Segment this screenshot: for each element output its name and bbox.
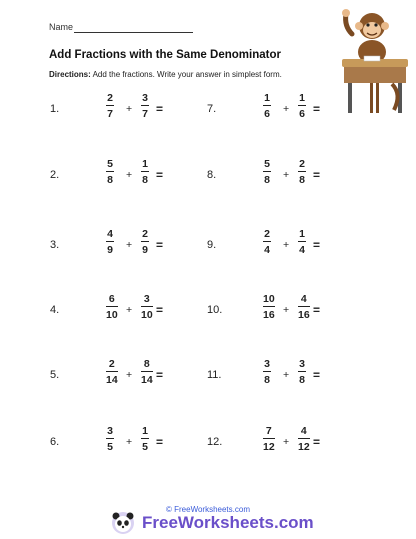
plus-sign: + [126,304,133,316]
plus-sign: + [283,436,290,448]
fraction [141,228,149,256]
plus-sign: + [126,169,133,181]
problem-number: 2. [50,169,60,181]
fraction-bar [141,241,149,242]
fraction-bar [298,306,310,307]
numerator: 4 [300,293,307,305]
numerator: 1 [142,425,148,437]
fraction-bar [106,438,114,439]
fraction [106,228,114,256]
fraction [298,358,306,386]
numerator: 3 [143,293,150,305]
denominator: 16 [263,309,275,321]
denominator: 5 [107,441,113,453]
denominator: 14 [106,374,118,386]
numerator: 5 [107,158,113,170]
fraction [106,92,114,120]
numerator: 7 [265,425,272,437]
fraction-bar [263,306,275,307]
problem-8 [207,158,347,198]
fraction-bar [106,371,118,372]
fraction [106,158,114,186]
fraction-bar [263,371,271,372]
numerator: 4 [300,425,307,437]
fraction [263,92,271,120]
plus-sign: + [126,103,133,115]
equals-sign: = [156,435,164,449]
fraction [298,293,310,321]
fraction-bar [298,438,310,439]
denominator: 6 [299,108,305,120]
fraction [298,425,310,453]
fraction-bar [141,306,153,307]
fraction [141,92,149,120]
equals-sign: = [313,303,321,317]
fraction [263,293,275,321]
denominator: 9 [107,244,113,256]
denominator: 7 [142,108,148,120]
equals-sign: = [156,303,164,317]
fraction-bar [106,306,118,307]
denominator: 8 [107,174,113,186]
numerator: 2 [107,92,113,104]
denominator: 4 [264,244,270,256]
denominator: 14 [141,374,153,386]
numerator: 4 [107,228,113,240]
fraction [141,158,149,186]
denominator: 8 [299,374,305,386]
denominator: 8 [264,374,270,386]
fraction-bar [141,171,149,172]
fraction [298,228,306,256]
numerator: 1 [299,92,305,104]
denominator: 6 [264,108,270,120]
fraction-bar [141,438,149,439]
numerator: 8 [143,358,150,370]
fraction [263,425,275,453]
denominator: 8 [142,174,148,186]
plus-sign: + [283,304,290,316]
problem-number: 11. [207,369,222,381]
fraction-bar [141,371,153,372]
footer-brand-text: FreeWorksheets.com [142,513,314,532]
directions [49,70,282,79]
plus-sign: + [283,103,290,115]
fraction-bar [106,105,114,106]
plus-sign: + [283,239,290,251]
problem-number: 9. [207,239,217,251]
fraction [263,358,271,386]
problem-12 [207,425,347,465]
fraction [141,358,153,386]
plus-sign: + [126,369,133,381]
denominator: 10 [141,309,153,321]
fraction-bar [298,105,306,106]
numerator: 10 [263,293,275,305]
equals-sign: = [156,368,164,382]
fraction-bar [263,171,271,172]
numerator: 2 [142,228,148,240]
fraction [298,158,306,186]
denominator: 7 [107,108,113,120]
problem-number: 10. [207,304,223,316]
problem-number: 12. [207,436,223,448]
fraction [298,92,306,120]
numerator: 3 [299,358,305,370]
fraction [106,425,114,453]
problem-2 [50,158,190,198]
plus-sign: + [126,436,133,448]
problem-9 [207,228,347,268]
numerator: 3 [107,425,113,437]
fraction-bar [263,105,271,106]
problem-11 [207,358,347,398]
denominator: 8 [264,174,270,186]
fraction-bar [298,241,306,242]
plus-sign: + [283,169,290,181]
numerator: 2 [299,158,305,170]
denominator: 12 [263,441,275,453]
name-line [74,32,193,33]
numerator: 1 [142,158,148,170]
fraction [106,293,118,321]
denominator: 10 [106,309,118,321]
equals-sign: = [313,102,321,116]
numerator: 1 [264,92,270,104]
denominator: 16 [298,309,310,321]
denominator: 8 [299,174,305,186]
directions-label: Directions: [49,70,91,79]
problem-number: 7. [207,103,217,115]
fraction-bar [263,241,271,242]
problem-number: 8. [207,169,217,181]
problem-number: 6. [50,436,60,448]
name-label: Name [49,22,74,32]
numerator: 6 [108,293,115,305]
numerator: 2 [108,358,115,370]
fraction [263,158,271,186]
plus-sign: + [283,369,290,381]
directions-text: Add the fractions. Write your answer in simplest form. [90,70,282,79]
denominator: 4 [299,244,305,256]
numerator: 1 [299,228,305,240]
fraction-bar [106,171,114,172]
problem-number: 5. [50,369,60,381]
equals-sign: = [156,238,164,252]
numerator: 3 [142,92,148,104]
fraction [141,425,149,453]
problem-6 [50,425,190,465]
plus-sign: + [126,239,133,251]
fraction-bar [298,171,306,172]
problem-3 [50,228,190,268]
fraction-bar [263,438,275,439]
footer-brand [110,511,314,535]
name-row [49,22,73,32]
numerator: 5 [264,158,270,170]
problem-7 [207,92,347,132]
fraction [263,228,271,256]
numerator: 3 [264,358,270,370]
equals-sign: = [313,368,321,382]
numerator: 2 [264,228,270,240]
denominator: 9 [142,244,148,256]
denominator: 12 [298,441,310,453]
problem-1 [50,92,190,132]
fraction-bar [106,241,114,242]
equals-sign: = [313,435,321,449]
fraction-bar [298,371,306,372]
equals-sign: = [313,168,321,182]
equals-sign: = [313,238,321,252]
problem-5 [50,358,190,398]
equals-sign: = [156,168,164,182]
problem-number: 3. [50,239,60,251]
problem-10 [207,293,347,333]
denominator: 5 [142,441,148,453]
footer-url[interactable]: © FreeWorksheets.com [166,505,250,514]
fraction [141,293,153,321]
worksheet-title: Add Fractions with the Same Denominator [49,49,281,61]
fraction-bar [141,105,149,106]
problem-4 [50,293,190,333]
problem-number: 4. [50,304,60,316]
fraction [106,358,118,386]
problem-number: 1. [50,103,60,115]
panda-logo-icon [110,511,136,535]
equals-sign: = [156,102,164,116]
